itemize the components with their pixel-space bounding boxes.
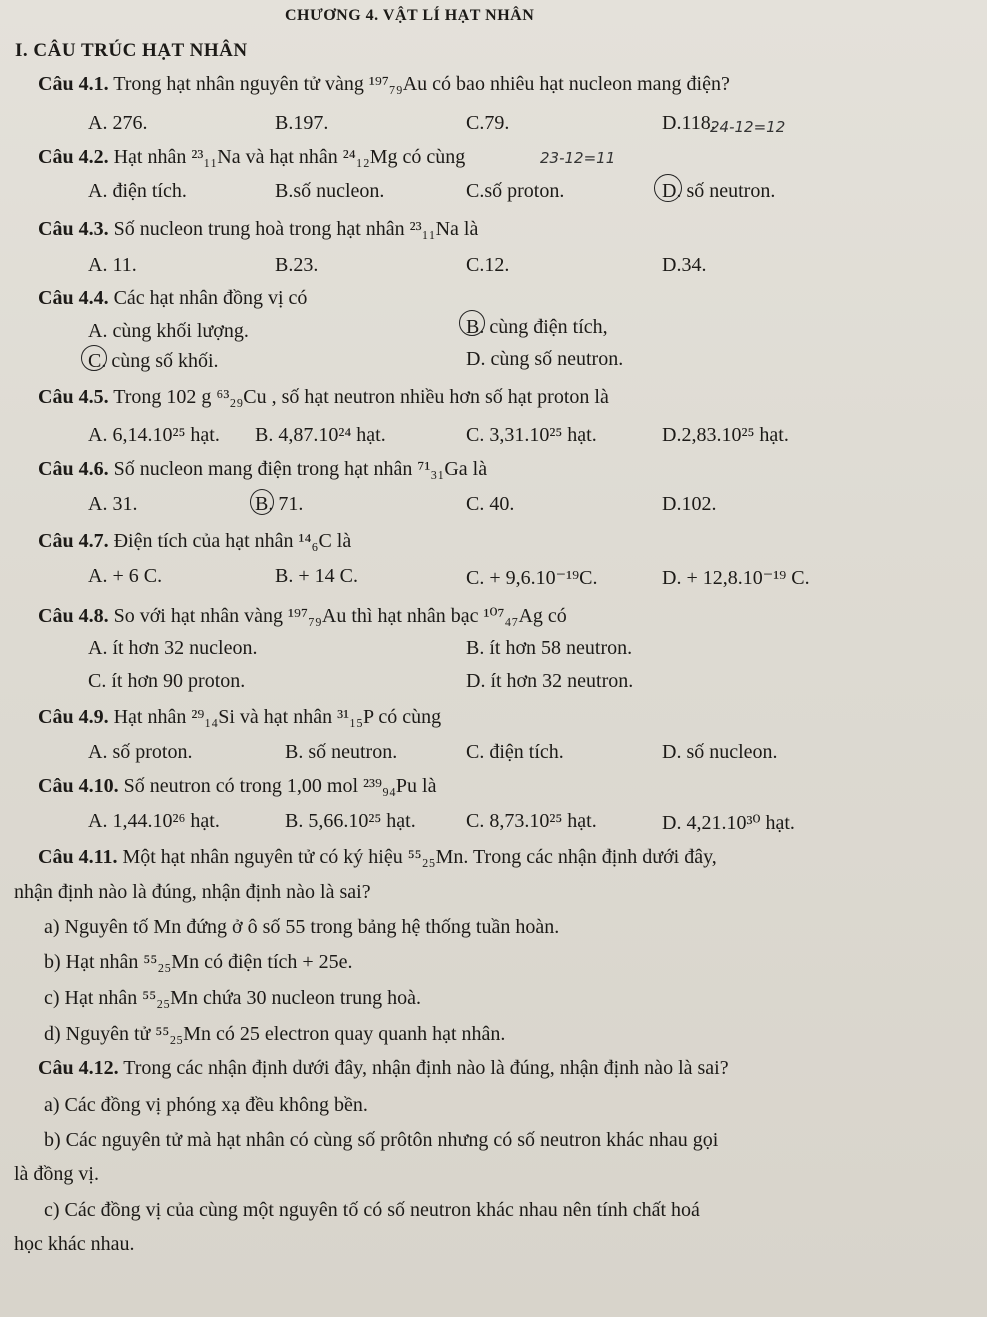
question-4-6: [38, 458, 487, 481]
statement-c: c) Các đồng vị của cùng một nguyên tố có số neutron khác nhau nên tính chất hoá: [44, 1199, 700, 1221]
question-4-4: [38, 287, 307, 310]
question-number: Câu 4.5.: [38, 386, 109, 408]
question-number: Câu 4.12.: [38, 1057, 119, 1079]
option-b: B. + 14 C.: [275, 565, 358, 587]
option-c: C. 3,31.10²⁵ hạt.: [466, 424, 597, 446]
question-text: Số nucleon mang điện trong hạt nhân ⁷¹₃₁Ga là: [113, 458, 488, 480]
option-d: D.102.: [662, 493, 717, 515]
handwritten-note: 23-12=11: [540, 149, 616, 167]
question-number: Câu 4.8.: [38, 605, 109, 627]
option-c: C. ít hơn 90 proton.: [88, 670, 246, 692]
question-text-continued: nhận định nào là đúng, nhận định nào là sai?: [14, 881, 371, 903]
option-d: D. số nucleon.: [662, 741, 778, 763]
question-text: Trong các nhận định dưới đây, nhận định nào là đúng, nhận định nào là sai?: [123, 1057, 729, 1079]
option-b: B. 5,66.10²⁵ hạt.: [285, 810, 416, 832]
section-title: I. CÂU TRÚC HẠT NHÂN: [15, 40, 248, 61]
answer-circle: [250, 489, 274, 515]
option-a: A. cùng khối lượng.: [88, 320, 249, 342]
question-number: Câu 4.1.: [38, 73, 109, 95]
option-b: B. 4,87.10²⁴ hạt.: [255, 424, 386, 446]
statement-c: c) Hạt nhân ⁵⁵₂₅Mn chứa 30 nucleon trung hoà.: [44, 987, 421, 1009]
statement-c-continued: học khác nhau.: [14, 1233, 135, 1255]
question-text: Trong hạt nhân nguyên tử vàng ¹⁹⁷₇₉Au có bao nhiêu hạt nucleon mang điện?: [113, 73, 730, 95]
option-d: D. 4,21.10³⁰ hạt.: [662, 812, 795, 834]
option-d: D. ít hơn 32 neutron.: [466, 670, 634, 692]
option-a: A. 1,44.10²⁶ hạt.: [88, 810, 220, 832]
option-a: A. 31.: [88, 493, 138, 515]
statement-d: d) Nguyên tử ⁵⁵₂₅Mn có 25 electron quay quanh hạt nhân.: [44, 1023, 506, 1045]
option-c: C. 8,73.10²⁵ hạt.: [466, 810, 597, 832]
question-4-1: [38, 73, 730, 96]
question-number: Câu 4.9.: [38, 706, 109, 728]
question-4-2: [38, 146, 465, 169]
option-d: D.2,83.10²⁵ hạt.: [662, 424, 789, 446]
question-number: Câu 4.6.: [38, 458, 109, 480]
option-a: A. ít hơn 32 nucleon.: [88, 637, 258, 659]
question-4-10: [38, 775, 436, 798]
option-a: A. + 6 C.: [88, 565, 163, 587]
statement-b: b) Các nguyên tử mà hạt nhân có cùng số prôtôn nhưng có số neutron khác nhau gọi: [44, 1129, 719, 1151]
question-4-7: [38, 530, 351, 553]
question-text: Trong 102 g ⁶³₂₉Cu , số hạt neutron nhiều hơn số hạt proton là: [113, 386, 609, 408]
question-text: Hạt nhân ²³₁₁Na và hạt nhân ²⁴₁₂Mg có cùng: [113, 146, 466, 168]
question-4-5: [38, 386, 609, 409]
question-text: Số neutron có trong 1,00 mol ²³⁹₉₄Pu là: [123, 775, 437, 797]
question-number: Câu 4.11.: [38, 846, 118, 868]
option-c: C. 40.: [466, 493, 515, 515]
option-a: A. 11.: [88, 254, 137, 276]
option-b: B. cùng điện tích,: [466, 316, 608, 338]
option-b: B. 71.: [255, 493, 304, 515]
question-number: Câu 4.3.: [38, 218, 109, 240]
option-c: C. điện tích.: [466, 741, 564, 763]
statement-a: a) Các đồng vị phóng xạ đều không bền.: [44, 1094, 368, 1116]
option-d: D. số neutron.: [662, 180, 776, 202]
option-a: A. 276.: [88, 112, 148, 134]
question-number: Câu 4.7.: [38, 530, 109, 552]
statement-b-continued: là đồng vị.: [14, 1163, 99, 1185]
question-text: Điện tích của hạt nhân ¹⁴₆C là: [113, 530, 352, 552]
option-c: C.số proton.: [466, 180, 565, 202]
statement-a: a) Nguyên tố Mn đứng ở ô số 55 trong bảng hệ thống tuần hoàn.: [44, 916, 560, 938]
question-number: Câu 4.10.: [38, 775, 119, 797]
statement-b: b) Hạt nhân ⁵⁵₂₅Mn có điện tích + 25e.: [44, 951, 353, 973]
option-a: A. điện tích.: [88, 180, 187, 202]
option-b: B.197.: [275, 112, 329, 134]
option-c: C. + 9,6.10⁻¹⁹C.: [466, 567, 598, 589]
option-c: C.12.: [466, 254, 510, 276]
option-b: B.23.: [275, 254, 319, 276]
question-4-9: [38, 706, 441, 729]
option-a: A. 6,14.10²⁵ hạt.: [88, 424, 220, 446]
question-4-3: [38, 218, 478, 241]
option-d: D.34.: [662, 254, 707, 276]
option-c: C.79.: [466, 112, 510, 134]
question-4-11: [38, 846, 717, 869]
option-c: C. cùng số khối.: [88, 350, 219, 372]
option-d: D.118.: [662, 112, 716, 134]
question-4-8: [38, 603, 567, 628]
option-b: B. ít hơn 58 neutron.: [466, 637, 633, 659]
chapter-title: CHƯƠNG 4. VẬT LÍ HẠT NHÂN: [285, 7, 535, 24]
option-d: D. cùng số neutron.: [466, 348, 624, 370]
question-text: Số nucleon trung hoà trong hạt nhân ²³₁₁Na là: [113, 218, 479, 240]
question-number: Câu 4.2.: [38, 146, 109, 168]
question-number: Câu 4.4.: [38, 287, 109, 309]
option-d: D. + 12,8.10⁻¹⁹ C.: [662, 567, 810, 589]
answer-circle: [654, 174, 682, 202]
question-text: Hạt nhân ²⁹₁₄Si và hạt nhân ³¹₁₅P có cùng: [113, 706, 442, 728]
question-text: Các hạt nhân đồng vị có: [113, 287, 308, 309]
handwritten-note-2: 24-12=12: [710, 118, 786, 136]
question-4-12: [38, 1057, 729, 1080]
option-b: B. số neutron.: [285, 741, 398, 763]
question-text: Một hạt nhân nguyên tử có ký hiệu ⁵⁵₂₅Mn. Trong các nhận định dưới đây,: [122, 846, 717, 868]
answer-circle: [459, 310, 485, 336]
option-a: A. số proton.: [88, 741, 193, 763]
option-b: B.số nucleon.: [275, 180, 385, 202]
answer-circle: [81, 345, 107, 371]
question-text: So với hạt nhân vàng ¹⁹⁷₇₉Au thì hạt nhân bạc ¹⁰⁷₄₇Ag có: [113, 605, 567, 627]
